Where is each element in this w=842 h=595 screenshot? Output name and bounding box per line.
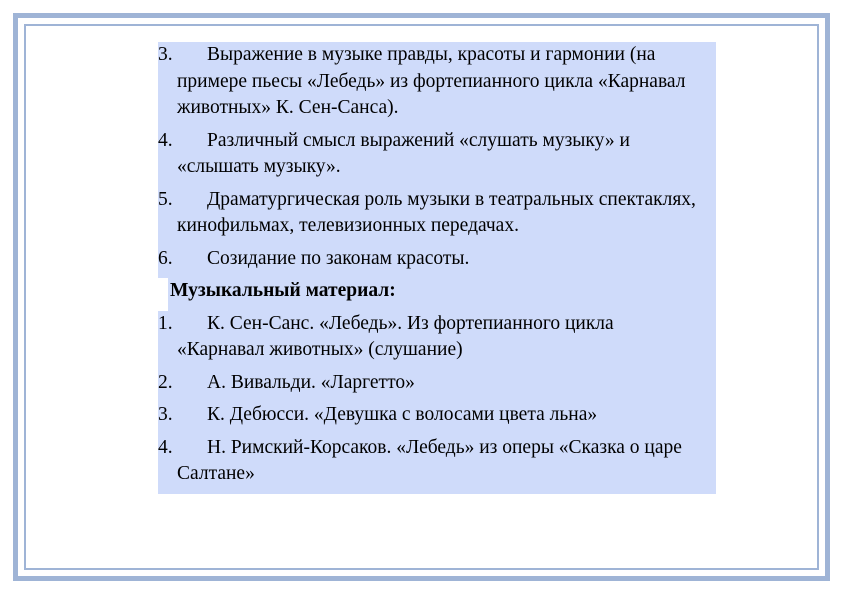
list-item-number: 4. [158,129,173,151]
list-item-number: 6. [158,247,173,269]
section-heading [158,278,716,311]
list-item [158,42,716,128]
slide-text-block [158,42,716,494]
list-item-text: К. Сен-Санс. «Лебедь». Из фортепианного цикла «Карнавал животных» (слушание) [177,312,614,360]
list-item-number: 2. [158,371,173,393]
list-item-number: 1. [158,312,173,334]
list-item-text: Н. Римский-Корсаков. «Лебедь» из оперы «Сказка о царе Салтане» [177,436,682,484]
list-item-text: Драматургическая роль музыки в театральных спектаклях, кинофильмах, телевизионных передачах. [177,188,696,236]
list-item [158,246,716,279]
list-item-text: К. Дебюсси. «Девушка с волосами цвета льна» [207,404,598,425]
list-item-text: А. Вивальди. «Ларгетто» [207,371,415,393]
list-item [158,187,716,246]
list-item-number: 3. [158,44,173,65]
list-item [158,370,716,403]
list-item-number: 4. [158,436,173,458]
list-item [158,128,716,187]
section-heading-text: Музыкальный материал: [170,280,396,301]
list-item-number: 3. [158,404,173,425]
list-item-text: Созидание по законам красоты. [207,247,470,269]
list-item [158,311,716,370]
list-item [158,435,716,494]
list-item-text: Различный смысл выражений «слушать музыку» и «слышать музыку». [177,129,630,177]
list-item-text: Выражение в музыке правды, красоты и гармонии (на примере пьесы «Лебедь» из фортепианного цикла «Карнавал животных» К. Сен-Санса). [177,44,686,118]
list-item [158,402,716,435]
list-item-number: 5. [158,188,173,210]
